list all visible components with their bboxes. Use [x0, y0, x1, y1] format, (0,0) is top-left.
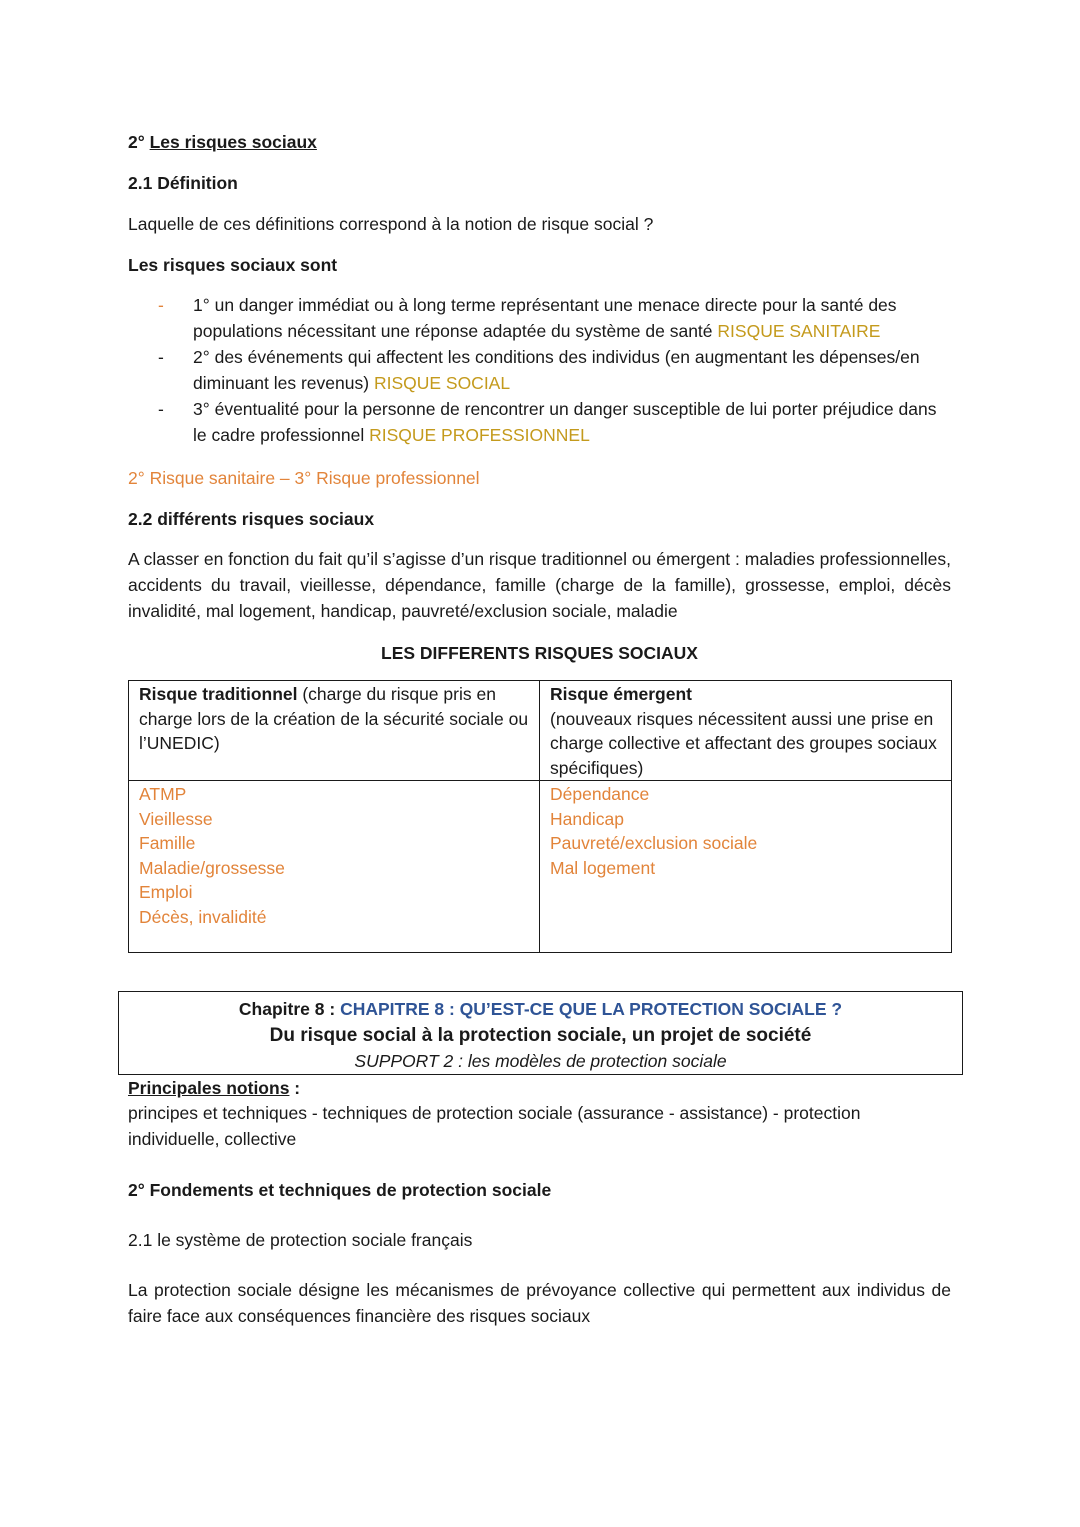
list-dash: - — [158, 347, 164, 367]
header-emergent-desc: (nouveaux risques nécessitent aussi une prise en charge collective et affectant des groupes sociaux spécifiques) — [550, 708, 937, 778]
table-header-row — [129, 681, 952, 781]
chapter-subtitle: Du risque social à la protection sociale, un projet de société — [269, 1025, 812, 1046]
list-dash: - — [158, 295, 164, 315]
list-item: Maladie/grossesse — [139, 857, 285, 878]
definition-text: 2° des événements qui affectent les conditions des individus (en augmentant les dépenses/en diminuant les revenus) — [193, 347, 920, 393]
header-emergent — [540, 681, 952, 781]
list-item: Emploi — [139, 882, 193, 902]
section2-subheading: 2.1 le système de protection sociale français — [128, 1230, 473, 1250]
definition-text: 1° un danger immédiat ou à long terme représentant une menace directe pour la santé des populations nécessitant une réponse adaptée du système de santé — [193, 295, 897, 341]
risks-table — [128, 680, 952, 953]
intro-text: Les risques sociaux sont — [128, 255, 338, 275]
header-traditional-title: Risque traditionnel — [139, 684, 298, 704]
list-item: ATMP — [139, 784, 187, 804]
notions-text: principes et techniques - techniques de protection sociale (assurance - assistance) - protection individuelle, collective — [128, 1103, 861, 1149]
answer-line: 2° Risque sanitaire – 3° Risque professionnel — [128, 468, 480, 488]
chapter-title: CHAPITRE 8 : QU’EST-CE QUE LA PROTECTION SOCIALE ? — [340, 999, 843, 1019]
list-item: Famille — [139, 833, 196, 853]
list-item: Mal logement — [550, 857, 656, 878]
classify-paragraph: A classer en fonction du fait qu’il s’agisse d’un risque traditionnel ou émergent : maladies professionnelles, accidents du travail, vieillesse, dépendance, famille (charge de la famille), grossesse, emploi, décès invalidité, mal logement, handicap, pauvreté/exclusion sociale, maladie — [128, 549, 951, 621]
notions-heading-text: Principales notions — [128, 1078, 290, 1098]
definition-answer: RISQUE PROFESSIONNEL — [369, 425, 590, 445]
notions-colon: : — [289, 1078, 301, 1098]
chapter-box — [118, 991, 963, 1075]
header-emergent-title: Risque émergent — [550, 684, 692, 704]
definition-item — [128, 396, 943, 448]
definition-answer: RISQUE SANITAIRE — [717, 321, 881, 341]
traditional-list — [129, 781, 540, 953]
definitions-list — [128, 292, 943, 448]
list-item: Dépendance — [550, 784, 650, 804]
table-body-row — [129, 781, 952, 953]
list-item: Décès, invalidité — [139, 906, 267, 927]
definition-item — [128, 292, 943, 344]
subheading-risks: 2.2 différents risques sociaux — [128, 509, 375, 529]
list-dash: - — [158, 399, 164, 419]
section2-heading: 2° Fondements et techniques de protection sociale — [128, 1180, 552, 1200]
notions-heading — [128, 1075, 300, 1101]
list-item: Vieillesse — [139, 808, 213, 829]
definition-item — [128, 344, 943, 396]
section-number: 2° — [128, 132, 145, 152]
definition-answer: RISQUE SOCIAL — [373, 373, 511, 393]
list-item: Pauvreté/exclusion sociale — [550, 833, 758, 853]
chapter-label: Chapitre 8 : — [238, 999, 336, 1019]
section-heading — [128, 129, 317, 155]
header-traditional-desc: (charge du risque pris en charge lors de la création de la sécurité sociale ou l’UNEDIC) — [139, 684, 529, 753]
definition-text: 3° éventualité pour la personne de rencontrer un danger susceptible de lui porter préjudice dans le cadre professionnel — [193, 399, 937, 445]
section-title: Les risques sociaux — [149, 132, 317, 152]
table-title: LES DIFFERENTS RISQUES SOCIAUX — [381, 643, 698, 663]
question-text: Laquelle de ces définitions correspond à la notion de risque social ? — [128, 214, 654, 234]
list-item: Handicap — [550, 808, 624, 829]
emergent-list — [540, 781, 952, 953]
subheading-definition: 2.1 Définition — [128, 173, 238, 193]
section2-paragraph: La protection sociale désigne les mécanismes de prévoyance collective qui permettent aux individus de faire face aux conséquences financière des risques sociaux — [128, 1280, 951, 1326]
chapter-support: SUPPORT 2 : les modèles de protection sociale — [354, 1051, 727, 1071]
chapter-line — [119, 996, 962, 1022]
header-traditional — [129, 681, 540, 781]
